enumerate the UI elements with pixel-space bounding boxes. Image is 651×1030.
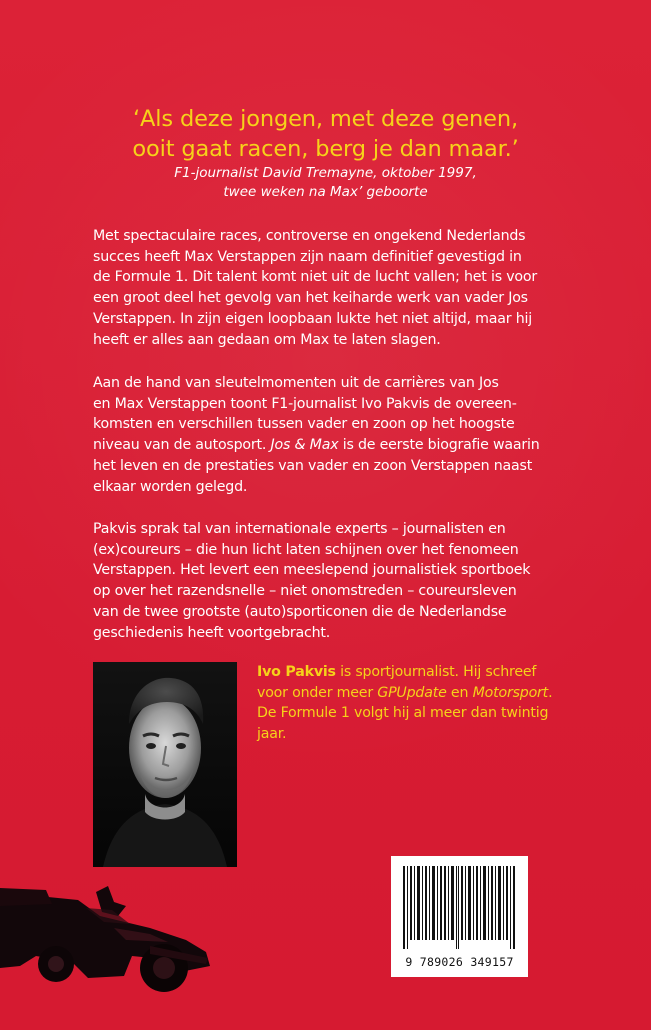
publication-motorsport: Motorsport: [472, 684, 549, 701]
quote-attribution-line-2: twee weken na Max’ geboorte: [223, 184, 428, 200]
bio-line-mid: en: [446, 684, 473, 701]
quote-line-1: ‘Als deze jongen, met deze genen,: [133, 106, 518, 132]
paragraph-line: (ex)coureurs – die hun licht laten schijnen over het fenomeen: [93, 541, 519, 558]
book-title: Jos & Max: [270, 437, 339, 454]
bio-line: jaar.: [257, 726, 287, 743]
f1-car-graphic: [0, 882, 215, 994]
paragraph-line: Met spectaculaire races, controverse en ongekend Nederlands: [93, 228, 526, 244]
quote-attribution-line-1: F1-journalist David Tremayne, oktober 1997,: [174, 165, 477, 181]
author-photo: [93, 662, 237, 867]
paragraph-line: de Formule 1. Dit talent komt niet uit de lucht vallen; het is voor: [93, 269, 538, 286]
paragraph-line: het leven en de prestaties van vader en zoon Verstappen naast: [93, 457, 533, 474]
bio-line: [257, 662, 562, 683]
paragraph-line: en Max Verstappen toont F1-journalist Ivo Pakvis de overeen-: [93, 395, 517, 412]
paragraph-line: een groot deel het gevolg van het keiharde werk van vader Jos: [93, 290, 528, 307]
cover-quote: [60, 104, 591, 202]
paragraph-line: geschiedenis heeft voortgebracht.: [93, 624, 331, 641]
paragraph-line: Verstappen. Het levert een meeslepend journalistiek sportboek: [93, 562, 531, 579]
isbn-barcode: [391, 856, 528, 977]
bio-line: De Formule 1 volgt hij al meer dan twintig: [257, 705, 549, 722]
race-car-icon: [0, 882, 215, 994]
paragraph-line: [93, 435, 563, 456]
paragraph-line: Aan de hand van sleutelmomenten uit de carrières van Jos: [93, 375, 499, 391]
paragraph-line: elkaar worden gelegd.: [93, 478, 248, 495]
publication-gpupdate: GPUpdate: [377, 684, 447, 701]
blurb-paragraph-1: [93, 226, 563, 350]
isbn-number: 9 789026 349157: [405, 955, 514, 969]
paragraph-line: Verstappen. In zijn eigen loopbaan lukte het niet altijd, maar hij: [93, 310, 533, 327]
quote-line-2: ooit gaat racen, berg je dan maar.’: [132, 136, 519, 162]
bio-line-suffix: .: [548, 684, 553, 701]
blurb-paragraph-3: [93, 519, 563, 643]
paragraph-line-prefix: niveau van de autosport.: [93, 437, 271, 454]
paragraph-line: Pakvis sprak tal van internationale experts – journalisten en: [93, 521, 506, 537]
bio-line-prefix: voor onder meer: [257, 684, 378, 701]
paragraph-line: succes heeft Max Verstappen zijn naam definitief gevestigd in: [93, 248, 522, 265]
bio-line-suffix: is sportjournalist. Hij schreef: [335, 664, 537, 680]
author-name: Ivo Pakvis: [257, 664, 336, 680]
paragraph-line-suffix: is de eerste biografie waarin: [338, 437, 540, 454]
author-bio: [257, 662, 562, 745]
author-portrait-illustration: [93, 662, 237, 867]
paragraph-line: van de twee grootste (auto)sporticonen die de Nederlandse: [93, 603, 507, 620]
paragraph-line: op over het razendsnelle – niet onomstreden – coureursleven: [93, 583, 517, 600]
paragraph-line: komsten en verschillen tussen vader en zoon op het hoogste: [93, 416, 515, 433]
barcode-icon: [403, 866, 516, 949]
bio-line: [257, 683, 562, 704]
blurb-paragraph-2: [93, 373, 563, 497]
paragraph-line: heeft er alles aan gedaan om Max te laten slagen.: [93, 331, 441, 348]
